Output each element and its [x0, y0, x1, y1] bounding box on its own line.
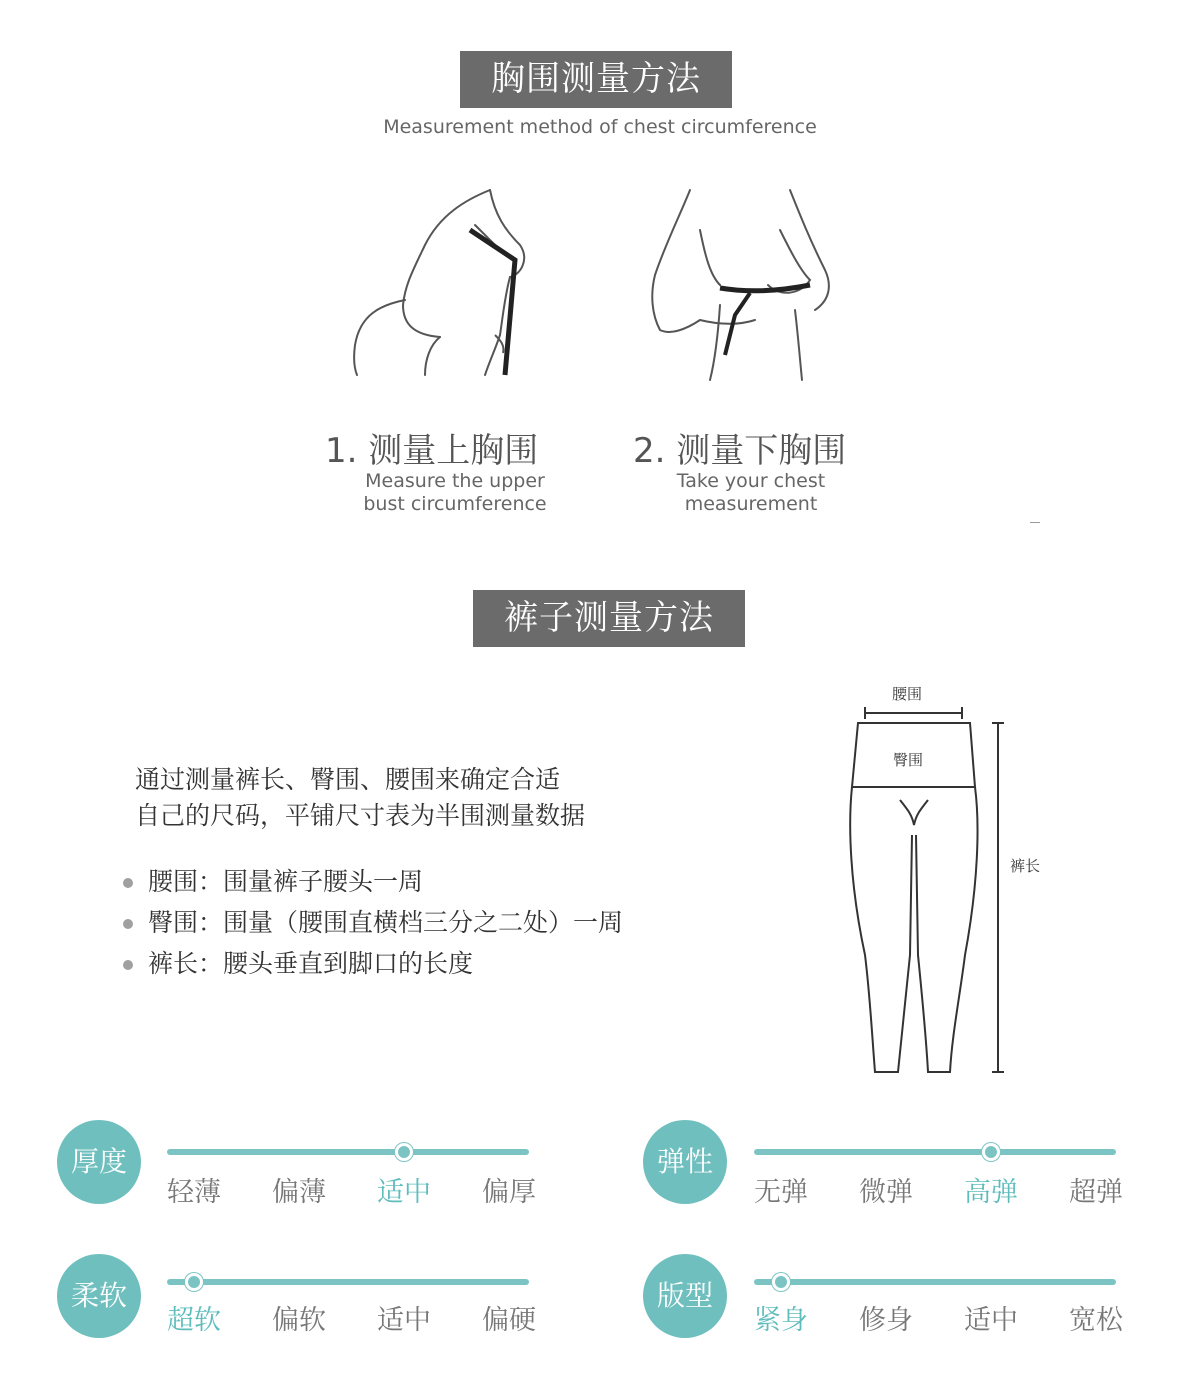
pants-section-title: 裤子测量方法	[473, 590, 745, 647]
attribute-track	[167, 1279, 529, 1285]
attribute-track	[167, 1149, 529, 1155]
step1-subtitle	[340, 470, 570, 516]
pants-description-line2: 自己的尺码，平铺尺寸表为半围测量数据	[135, 801, 586, 830]
pants-outline-icon	[840, 675, 1070, 1085]
list-item: 腰围：围量裤子腰头一周	[120, 864, 623, 905]
attribute-slider-knob	[772, 1273, 790, 1291]
step1-subtitle-line1: Measure the upper	[365, 470, 545, 492]
upper-bust-illustration	[345, 185, 545, 385]
hip-label: 臀围	[893, 751, 924, 769]
attribute-option: 紧身	[754, 1305, 808, 1336]
attribute-option: 轻薄	[167, 1177, 221, 1208]
step2-title: 2. 测量下胸围	[633, 431, 847, 471]
step2-subtitle-line2: measurement	[684, 493, 818, 515]
attribute-option: 无弹	[754, 1177, 808, 1208]
attribute-option: 宽松	[1069, 1305, 1123, 1336]
attribute-track	[754, 1279, 1116, 1285]
attribute-badge: 柔软	[57, 1254, 141, 1338]
attribute-slider-knob	[982, 1143, 1000, 1161]
attribute-option: 超弹	[1069, 1177, 1123, 1208]
list-item: 裤长：腰头垂直到脚口的长度	[120, 946, 623, 987]
measurement-list	[120, 864, 623, 987]
step2-subtitle	[636, 470, 866, 516]
chest-section-subtitle: Measurement method of chest circumference	[383, 116, 817, 138]
attribute-track	[754, 1149, 1116, 1155]
attribute-option: 修身	[859, 1305, 913, 1336]
attribute-badge: 版型	[643, 1254, 727, 1338]
pants-description	[135, 762, 585, 834]
list-item: 臀围：围量（腰围直横档三分之二处）一周	[120, 905, 623, 946]
attribute-option: 微弹	[859, 1177, 913, 1208]
attribute-option: 偏软	[272, 1305, 326, 1336]
step1-subtitle-line2: bust circumference	[363, 493, 547, 515]
attribute-option: 高弹	[964, 1177, 1018, 1208]
attribute-option: 适中	[377, 1305, 431, 1336]
attribute-slider-knob	[185, 1273, 203, 1291]
divider	[1030, 522, 1040, 523]
attribute-badge: 厚度	[57, 1120, 141, 1204]
step1-title: 1. 测量上胸围	[325, 431, 539, 471]
attribute-option: 适中	[377, 1177, 431, 1208]
length-label: 裤长	[1010, 857, 1041, 875]
attribute-badge: 弹性	[643, 1120, 727, 1204]
attribute-option: 适中	[964, 1305, 1018, 1336]
attribute-option: 偏厚	[482, 1177, 536, 1208]
lower-bust-illustration	[640, 185, 840, 385]
waist-label: 腰围	[892, 685, 923, 703]
chest-section-title: 胸围测量方法	[460, 51, 732, 108]
attribute-slider-knob	[395, 1143, 413, 1161]
step2-subtitle-line1: Take your chest	[676, 470, 826, 492]
attribute-option: 偏薄	[272, 1177, 326, 1208]
pants-diagram	[840, 675, 1070, 1085]
attribute-option: 超软	[167, 1305, 221, 1336]
pants-description-line1: 通过测量裤长、臀围、腰围来确定合适	[135, 765, 561, 794]
attribute-option: 偏硬	[482, 1305, 536, 1336]
